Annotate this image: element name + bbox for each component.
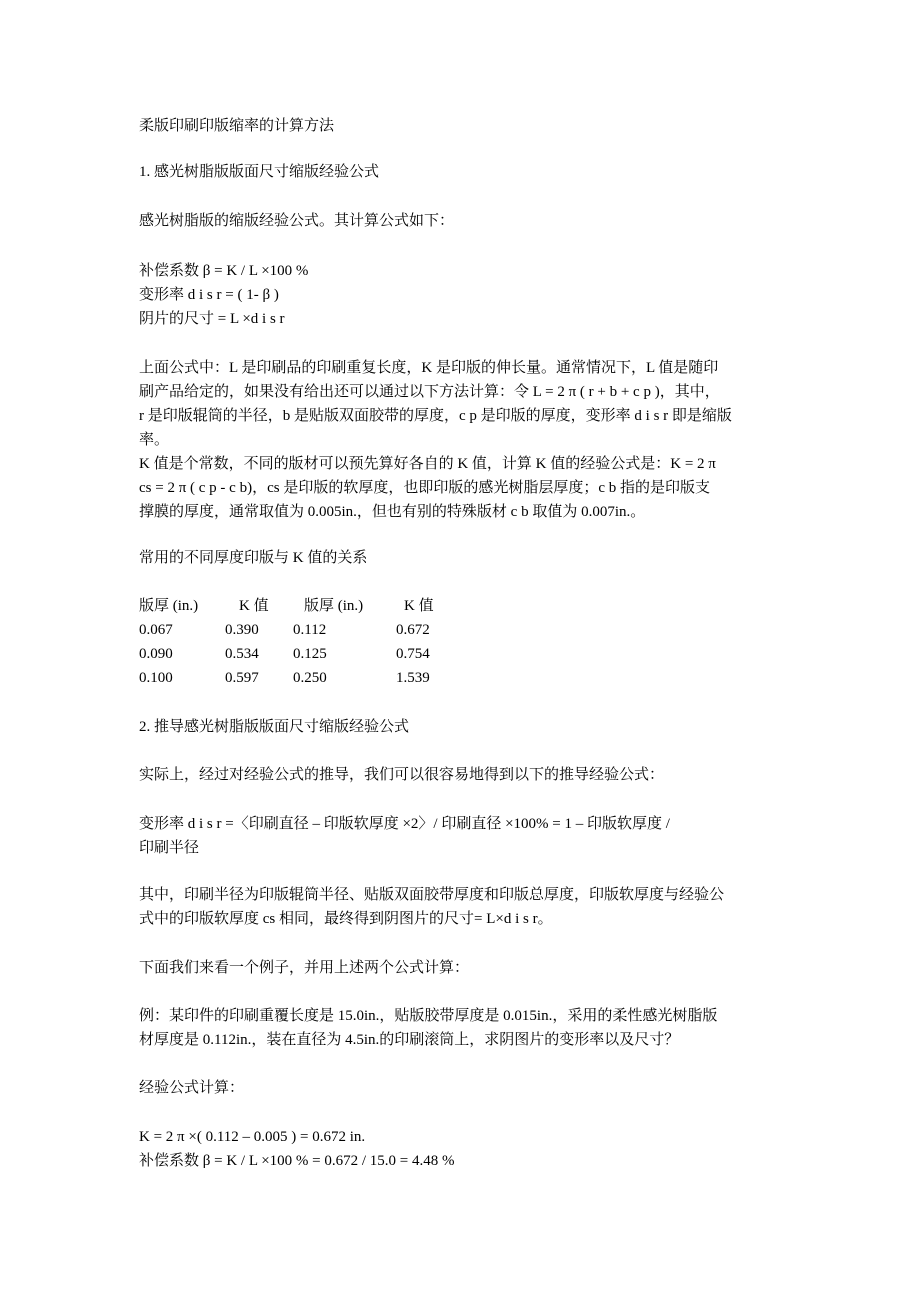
table-header-cell: K 值 <box>239 598 269 614</box>
calc-line: 补偿系数 β = K / L ×100 % = 0.672 / 15.0 = 4.48 % <box>139 1153 455 1169</box>
calc-line: K = 2 π ×( 0.112 – 0.005 ) = 0.672 in. <box>139 1129 366 1145</box>
formula-negative-size: 阴片的尺寸 = L ×d i s r <box>139 311 285 327</box>
table-header-row <box>139 594 539 618</box>
explanation-line: 上面公式中：L 是印刷品的印刷重复长度，K 是印版的伸长量。通常情况下，L 值是随印 <box>139 360 719 376</box>
table-row <box>139 642 539 666</box>
table-cell: 0.534 <box>225 646 259 662</box>
section-1-heading: 1. 感光树脂版版面尺寸缩版经验公式 <box>139 164 380 180</box>
section-2-intro: 实际上，经过对经验公式的推导，我们可以很容易地得到以下的推导经验公式： <box>139 767 665 783</box>
table-cell: 0.112 <box>293 622 327 638</box>
table-row <box>139 618 539 642</box>
table-cell: 0.597 <box>225 670 259 686</box>
section-2-heading: 2. 推导感光树脂版版面尺寸缩版经验公式 <box>139 719 410 735</box>
example-line: 材厚度是 0.112in.，装在直径为 4.5in.的印刷滚筒上，求阴图片的变形率以及尺寸？ <box>139 1032 680 1048</box>
note-line: 式中的印版软厚度 cs 相同，最终得到阴图片的尺寸= L×d i s r。 <box>139 911 553 927</box>
calc-heading: 经验公式计算： <box>139 1080 245 1096</box>
derived-formula-line: 印刷半径 <box>139 840 200 856</box>
note-line: 其中，印刷半径为印版辊筒半径、贴版双面胶带厚度和印版总厚度，印版软厚度与经验公 <box>139 887 725 903</box>
formula-compensation: 补偿系数 β = K / L ×100 % <box>139 263 309 279</box>
explanation-line: 刷产品给定的，如果没有给出还可以通过以下方法计算：令 L = 2 π ( r + b + c p )，其中， <box>139 384 720 400</box>
table-header-cell: K 值 <box>404 598 434 614</box>
table-cell: 0.754 <box>396 646 430 662</box>
table-cell: 0.125 <box>293 646 327 662</box>
example-line: 例：某印件的印刷重覆长度是 15.0in.，贴版胶带厚度是 0.015in.，采用的柔性感光树脂版 <box>139 1008 718 1024</box>
table-caption: 常用的不同厚度印版与 K 值的关系 <box>139 550 368 566</box>
explanation-line: 撑膜的厚度，通常取值为 0.005in.，但也有别的特殊版材 c b 取值为 0.007in.。 <box>139 504 646 520</box>
section-1-intro: 感光树脂版的缩版经验公式。其计算公式如下： <box>139 213 455 229</box>
formula-deformation: 变形率 d i s r = ( 1- β ) <box>139 287 279 303</box>
explanation-line: K 值是个常数，不同的版材可以预先算好各自的 K 值，计算 K 值的经验公式是：K = 2 π <box>139 456 716 472</box>
derived-formula-line: 变形率 d i s r =〈印刷直径 – 印版软厚度 ×2〉/ 印刷直径 ×100% = 1 – 印版软厚度 / <box>139 816 670 832</box>
table-cell: 0.250 <box>293 670 327 686</box>
table-cell: 1.539 <box>396 670 430 686</box>
table-cell: 0.100 <box>139 670 173 686</box>
table-cell: 0.672 <box>396 622 430 638</box>
table-header-cell: 版厚 (in.) <box>139 598 199 614</box>
document-title: 柔版印刷印版缩率的计算方法 <box>139 118 335 134</box>
explanation-line: r 是印版辊筒的半径，b 是贴版双面胶带的厚度，c p 是印版的厚度，变形率 d i s r 即是缩版 <box>139 408 732 424</box>
table-header-cell: 版厚 (in.) <box>304 598 364 614</box>
explanation-line: 率。 <box>139 432 170 448</box>
table-row <box>139 666 539 690</box>
example-intro: 下面我们来看一个例子，并用上述两个公式计算： <box>139 960 470 976</box>
explanation-line: cs = 2 π ( c p - c b)，cs 是印版的软厚度，也即印版的感光树脂层厚度；c b 指的是印版支 <box>139 480 710 496</box>
table-cell: 0.390 <box>225 622 259 638</box>
table-cell: 0.067 <box>139 622 173 638</box>
table-cell: 0.090 <box>139 646 173 662</box>
